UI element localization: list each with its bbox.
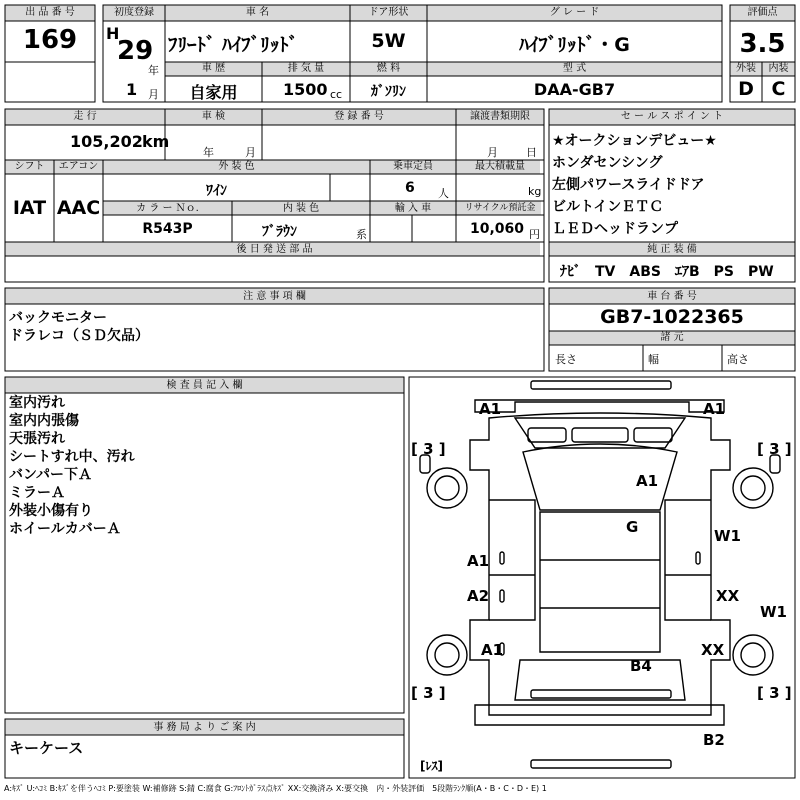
year-unit: 年: [148, 64, 159, 77]
later-parts-label: 後 日 発 送 部 品: [236, 244, 313, 255]
mark-right-slide: XX: [716, 587, 740, 605]
ext-color-label: 外 装 色: [218, 161, 255, 172]
transfer-month-unit: 月: [487, 146, 498, 159]
mileage-value: 105,202: [70, 132, 143, 151]
inspector-label: 検 査 員 記 入 欄: [166, 380, 243, 391]
first-reg-label: 初度登録: [114, 7, 154, 18]
import-label: 輸 入 車: [394, 203, 432, 214]
mark-tire-rl: [ 3 ]: [411, 684, 446, 702]
int-color-suffix: 系: [356, 228, 367, 241]
history-label: 車 歴: [201, 63, 226, 74]
chassis-label: 車 台 番 号: [647, 291, 697, 302]
month-unit: 月: [148, 88, 159, 101]
mark-tire-rr: [ 3 ]: [757, 684, 792, 702]
notes-line: バックモニター: [9, 310, 107, 326]
notes-line: ドラレコ（ＳＤ欠品）: [9, 328, 149, 344]
mark-left-rear: A1: [481, 641, 504, 659]
mileage-label: 走 行: [73, 111, 97, 122]
inspector-line: シートすれ中、汚れ: [9, 449, 135, 465]
inspector-line: 天張汚れ: [9, 431, 65, 447]
inspection-year-unit: 年: [203, 146, 214, 159]
seats-unit: 人: [438, 187, 449, 200]
inspector-list: [9, 394, 135, 538]
chassis-value: GB7-1022365: [600, 306, 744, 328]
grade-label: グ レ ー ド: [549, 7, 600, 18]
office-label: 事 務 局 よ り ご 案 内: [153, 722, 256, 733]
seats-value: 6: [405, 180, 415, 196]
sales-point-item: 左側パワースライドドア: [552, 177, 705, 193]
mark-right-rear: XX: [701, 641, 725, 659]
model-value: DAA-GB7: [533, 80, 616, 99]
recycle-value: 10,060: [470, 221, 525, 237]
recycle-unit: 円: [529, 228, 540, 241]
displacement-value: 1500: [283, 80, 328, 99]
lot-number-label: 出 品 番 号: [25, 7, 75, 18]
seats-label: 乗車定員: [393, 161, 433, 172]
plate-label: 登 録 番 号: [334, 111, 384, 122]
era-value: H: [106, 24, 120, 43]
inspection-label: 車 検: [201, 111, 226, 122]
ext-score-label: 外装: [736, 63, 756, 74]
sales-point-item: ＬＥＤヘッドランプ: [552, 221, 678, 237]
mark-rear-bumper: B2: [703, 731, 725, 749]
mark-right-front-door: W1: [714, 527, 741, 545]
grade-value: ﾊｲﾌﾞﾘｯﾄﾞ・G: [519, 34, 630, 56]
sales-points-label: セ ー ル ス ポ イ ン ト: [620, 111, 724, 122]
int-score-value: C: [771, 78, 786, 100]
shift-label: シフト: [14, 161, 45, 172]
door-label: ドア形状: [368, 7, 409, 18]
spec-label: 諸 元: [660, 332, 684, 343]
displacement-unit: cc: [330, 88, 343, 101]
mark-right-side: W1: [760, 603, 787, 621]
office-line: キーケース: [9, 739, 84, 757]
month-value: 1: [126, 80, 138, 99]
inspector-line: 外装小傷有り: [9, 503, 93, 519]
car-name-label: 車 名: [245, 7, 270, 18]
color-no-label: カ ラ ー Ｎｏ.: [136, 203, 199, 214]
sales-point-item: ホンダセンシング: [552, 155, 663, 171]
history-value: 自家用: [189, 83, 238, 102]
door-value: 5W: [371, 30, 406, 52]
ac-value: AAC: [56, 197, 101, 219]
inspector-line: バンパー下Ａ: [9, 467, 93, 483]
legend: A:ｷｽﾞ U:ﾍｺﾐ B:ｷｽﾞを伴うﾍｺﾐ P:要塗装 W:補修跡 S:錆 C:腐食 G:ﾌﾛﾝﾄｶﾞﾗｽ点ｷｽﾞ XX:交換済み X:要交換 内・外装評価 5段階ﾗﾝｸ順(A・B・C・D・E) 1: [4, 784, 547, 793]
equipment-label: 純 正 装 備: [647, 244, 697, 255]
lot-number-value: 169: [22, 25, 78, 55]
mark-rear: B4: [630, 657, 652, 675]
ac-label: エアコン: [58, 161, 99, 172]
mark-left-slide: A2: [467, 587, 490, 605]
length-label: 長さ: [555, 353, 577, 366]
car-name-value: ﾌﾘｰﾄﾞ ﾊｲﾌﾞﾘｯﾄﾞ: [168, 34, 299, 56]
width-label: 幅: [648, 353, 659, 366]
load-unit: kg: [528, 185, 542, 198]
inspector-line: ホイールカバーＡ: [9, 521, 121, 537]
inspector-line: 室内内張傷: [9, 413, 79, 429]
inspection-month-unit: 月: [245, 146, 256, 159]
mark-tire-fr: [ 3 ]: [757, 440, 792, 458]
load-label: 最大積載量: [475, 161, 525, 172]
mark-tire-fl: [ 3 ]: [411, 440, 446, 458]
mark-roof: G: [626, 518, 639, 536]
sales-point-item: ビルトインＥＴＣ: [552, 199, 664, 215]
recycle-label: リサイクル預託金: [464, 203, 536, 213]
int-color-value: ﾌﾞﾗｳﾝ: [262, 224, 297, 240]
ext-color-value: ﾜｲﾝ: [206, 183, 227, 199]
int-score-label: 内装: [768, 63, 789, 74]
inspector-line: ミラーＡ: [9, 485, 65, 501]
ext-score-value: D: [738, 78, 754, 100]
transfer-day-unit: 日: [526, 146, 537, 159]
mark-front-right: A1: [703, 400, 726, 418]
displacement-label: 排 気 量: [287, 63, 325, 74]
transfer-label: 譲渡書類期限: [470, 111, 530, 122]
int-color-label: 内 装 色: [282, 203, 320, 214]
mark-left-front-door: A1: [467, 552, 490, 570]
model-label: 型 式: [562, 63, 587, 74]
mark-front-left: A1: [479, 400, 502, 418]
mileage-unit: km: [142, 132, 170, 151]
score-label: 評価点: [747, 7, 778, 18]
mark-res: [ﾚｽ]: [420, 759, 443, 773]
inspector-line: 室内汚れ: [9, 395, 65, 411]
office-list: [9, 739, 83, 757]
sales-points-list: [552, 130, 717, 240]
equipment-value: ﾅﾋﾞ TV ABS ｴｱB PS PW: [560, 264, 774, 280]
fuel-value: ｶﾞｿﾘﾝ: [371, 84, 406, 100]
sales-point-item: ★オークションデビュー★: [552, 133, 717, 149]
notes-label: 注 意 事 項 欄: [243, 291, 306, 302]
year-value: 29: [117, 36, 154, 66]
shift-value: IAT: [12, 197, 47, 219]
notes-list: [9, 309, 149, 345]
color-no-value: R543P: [142, 221, 193, 237]
mark-hood: A1: [636, 472, 659, 490]
score-value: 3.5: [739, 29, 786, 59]
height-label: 高さ: [727, 353, 749, 366]
fuel-label: 燃 料: [376, 63, 401, 74]
